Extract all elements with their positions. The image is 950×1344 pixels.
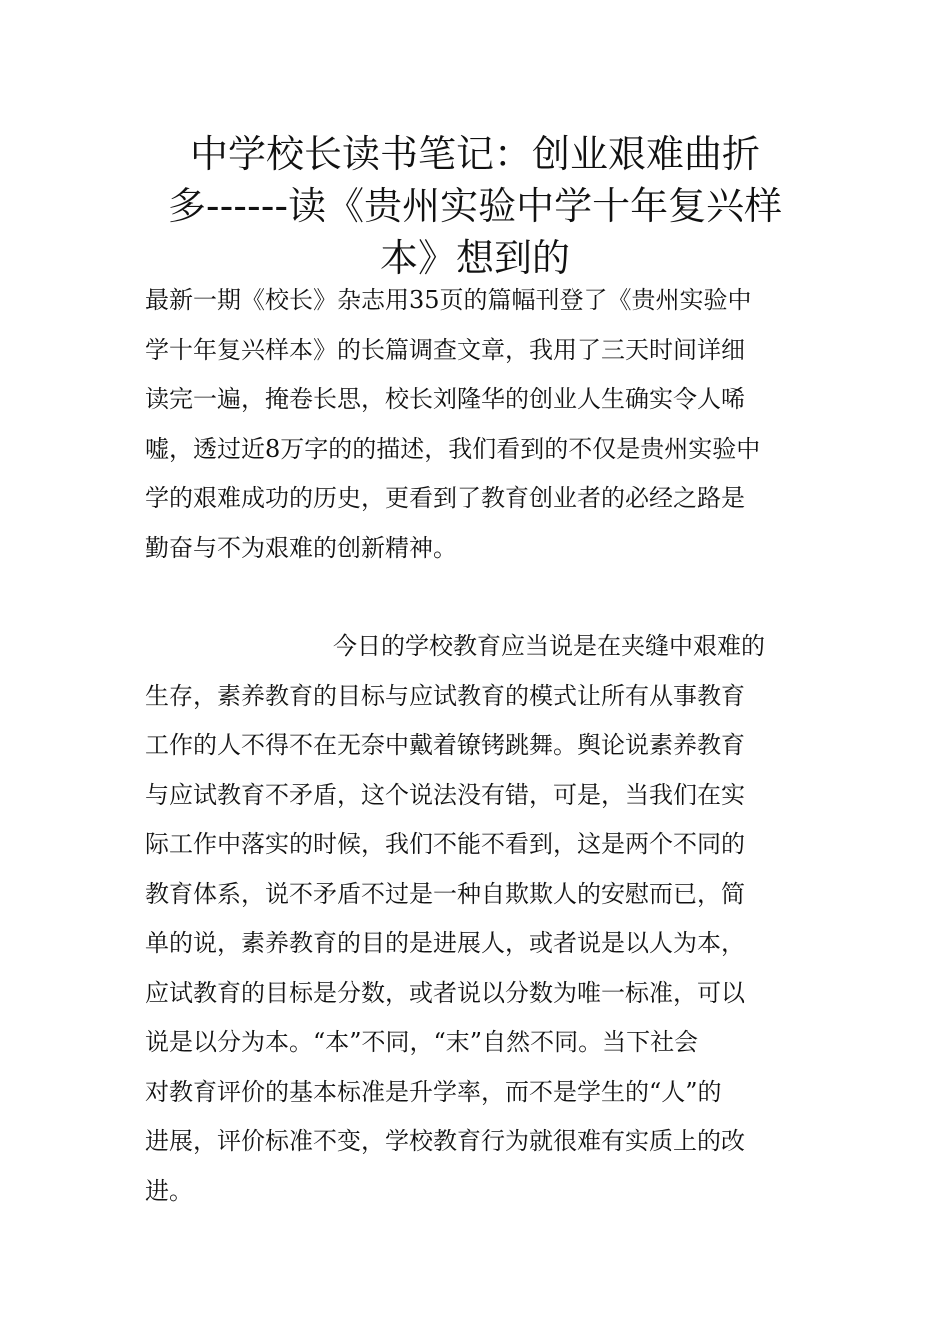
text-line: 进。 bbox=[145, 1176, 193, 1205]
title-line: 中学校长读书笔记：创业艰难曲折 bbox=[189, 132, 760, 176]
text-line: 学的艰难成功的历史，更看到了教育创业者的必经之路是 bbox=[145, 484, 745, 512]
text-line: 嘘，透过近8万字的的描述，我们看到的不仅是贵州实验中 bbox=[145, 434, 761, 463]
text-line: 工作的人不得不在无奈中戴着镣铐跳舞。舆论说素养教育 bbox=[145, 731, 745, 759]
paragraph-2 bbox=[145, 622, 810, 1216]
paragraph-1 bbox=[145, 276, 810, 573]
text-line: 教育体系，说不矛盾不过是一种自欺欺人的安慰而已，简 bbox=[145, 879, 745, 908]
text-line: 最新一期《校长》杂志用35页的篇幅刊登了《贵州实验中 bbox=[145, 286, 752, 314]
text-line: 对教育评价的基本标准是升学率，而不是学生的“人”的 bbox=[145, 1077, 722, 1106]
text-line: 读完一遍，掩卷长思，校长刘隆华的创业人生确实令人唏 bbox=[145, 385, 745, 413]
text-line: 学十年复兴样本》的长篇调查文章，我用了三天时间详细 bbox=[145, 335, 745, 364]
text-line: 勤奋与不为艰难的创新精神。 bbox=[145, 533, 457, 562]
text-line: 单的说，素养教育的目的是进展人，或者说是以人为本， bbox=[145, 929, 745, 957]
text-line: 说是以分为本。“本”不同，“末”自然不同。当下社会 bbox=[145, 1028, 699, 1056]
text-line: 今日的学校教育应当说是在夹缝中艰难的 bbox=[333, 632, 765, 660]
text-line: 进展，评价标准不变，学校教育行为就很难有实质上的改 bbox=[145, 1127, 745, 1155]
document-title bbox=[120, 128, 830, 284]
title-line: 多------读《贵州实验中学十年复兴样 bbox=[167, 184, 783, 228]
text-line: 应试教育的目标是分数，或者说以分数为唯一标准，可以 bbox=[145, 978, 745, 1007]
text-line: 际工作中落实的时候，我们不能不看到，这是两个不同的 bbox=[145, 830, 745, 858]
title-line: 本》想到的 bbox=[379, 236, 570, 280]
text-line: 与应试教育不矛盾，这个说法没有错，可是，当我们在实 bbox=[145, 780, 745, 809]
text-line: 生存，素养教育的目标与应试教育的模式让所有从事教育 bbox=[145, 681, 745, 710]
